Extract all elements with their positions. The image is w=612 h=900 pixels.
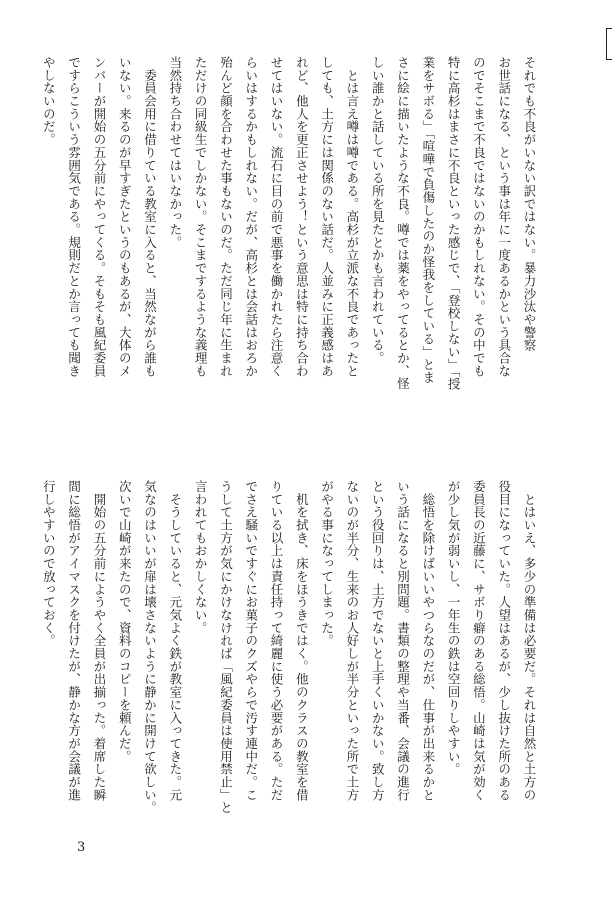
text-line: ンバーが開始の五分前にやってくる。そもそも風紀委員 — [91, 56, 107, 378]
text-line: とはいえ、多少の準備は必要だ。それは自然と土方の — [522, 480, 537, 802]
text-line: とは言え噂は噂である。高杉が立派な不良であったと — [344, 56, 360, 378]
text-line: ですらこういう雰囲気である。規則だとか言っても聞き — [66, 56, 82, 378]
text-line: 殆んど顔を合わせた事もないのだ。ただ同じ年に生まれ — [218, 56, 234, 378]
upper-text-block — [41, 56, 542, 418]
text-line: がやる事になってしまった。 — [319, 480, 335, 648]
page-edge-tab — [606, 28, 612, 60]
text-line: 言われてもおかしくない。 — [193, 480, 209, 635]
text-line: ないのが半分、生来のお人好しが半分といった所で土方 — [344, 480, 360, 802]
text-line: さに絵に描いたような不良。噂では薬をやってるとか、怪 — [395, 56, 411, 391]
text-line: 気なのはいいが扉は壊さないように静かに開けて欲しい。 — [142, 480, 158, 815]
text-line: 委員長の近藤に、サボり癖のある総悟。山崎は気が効く — [471, 480, 487, 802]
text-line: やしないのだ。 — [41, 56, 57, 146]
text-line: しい誰かと話している所を見たとかも言われている。 — [370, 56, 386, 365]
text-line: 行しやすいので放っておく。 — [41, 480, 57, 648]
text-line: らいはするかもしれない。だが、高杉とは会話はおろか — [243, 56, 259, 378]
text-line: のでそこまで不良ではないのかもしれない。その中でも — [471, 56, 487, 378]
text-line: いう話になると別問題。書類の整理や当番、会議の進行 — [395, 480, 411, 802]
lower-text-block — [41, 480, 542, 842]
text-line: 業をサボる」「喧嘩で負傷したのか怪我をしている」とま — [420, 56, 436, 384]
text-line: お世話になる、という事は年に一度あるかという具合な — [496, 56, 512, 378]
text-line: でさえ騒いですぐにお菓子のクズやらで汚す連中だ。こ — [243, 480, 259, 802]
text-line: という役回りは、土方でないと上手くいかない。致し方 — [370, 480, 386, 802]
text-line: りている以上は責任持って綺麗に使う必要がある。ただ — [269, 480, 285, 802]
text-line: しても、土方には関係のない話だ。人並みに正義感はあ — [319, 56, 335, 378]
text-line: 開始の五分前にようやく全員が出揃った。着席した瞬 — [91, 480, 107, 802]
page-number: 3 — [77, 840, 86, 855]
text-line: 間に総悟がアイマスクを付けたが、静かな方が会議が進 — [66, 480, 82, 802]
text-line: 委員会用に借りている教室に入ると、当然ながら誰も — [142, 56, 158, 378]
text-line: それでも不良がいない訳ではない。暴力沙汰や警察 — [522, 56, 537, 352]
text-line: ただけの同級生でしかない。そこまでするような義理も — [193, 56, 209, 378]
text-line: 当然持ち合わせてはいなかった。 — [167, 56, 183, 249]
text-line: 総悟を除けばいいやつらなのだが、仕事が出来るかと — [420, 480, 436, 802]
text-line: れど、他人を更正させよう！という意思は特に持ち合わ — [294, 56, 310, 378]
text-line: うして土方が気にかけなければ「風紀委員は使用禁止」と — [218, 480, 234, 815]
text-line: 次いで山崎が来たので、資料のコピーを頼んだ。 — [117, 480, 133, 763]
text-line: 机を拭き、床をほうきではく。他のクラスの教室を借 — [294, 480, 310, 802]
text-line: が少し気が弱いし、一年生の鉄は空回りしやすい。 — [446, 480, 462, 776]
text-line: 特に高杉はまさに不良といった感じで、「登校しない」「授 — [446, 56, 462, 391]
text-line: いない。来るのが早すぎたというのもあるが、大体のメ — [117, 56, 133, 378]
text-line: せてはいない。流石に目の前で悪事を働かれたら注意く — [269, 56, 285, 378]
text-line: そうしていると、元気よく鉄が教室に入ってきた。元 — [167, 480, 183, 802]
text-line: 役目になっていた。人望はあるが、少し抜けた所のある — [496, 480, 512, 802]
